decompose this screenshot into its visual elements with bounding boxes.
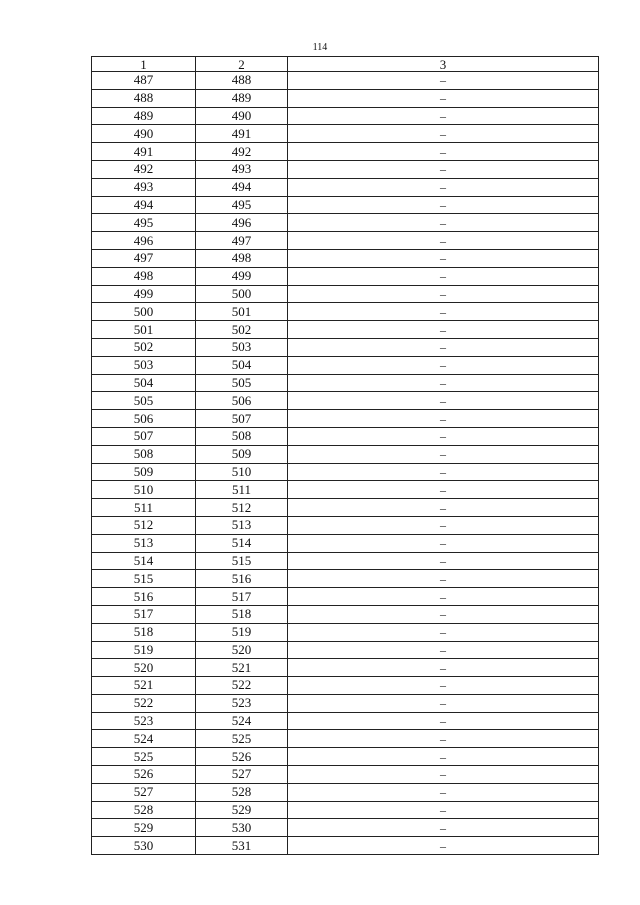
table-row [92, 748, 599, 766]
table-cell-col-3: – [288, 72, 599, 90]
table-cell-col-2: 530 [196, 819, 288, 837]
table-cell-col-2: 499 [196, 267, 288, 285]
table-cell-col-3: – [288, 570, 599, 588]
column-header-2: 2 [196, 57, 288, 72]
table-cell-col-2: 493 [196, 160, 288, 178]
table-cell-col-3: – [288, 125, 599, 143]
page-number: 114 [312, 42, 328, 53]
table-cell-col-1: 503 [92, 356, 196, 374]
table-cell-col-3: – [288, 178, 599, 196]
table-cell-col-2: 489 [196, 89, 288, 107]
table-row [92, 249, 599, 267]
table-cell-col-1: 523 [92, 712, 196, 730]
table-row [92, 801, 599, 819]
table-cell-col-3: – [288, 232, 599, 250]
table-row [92, 356, 599, 374]
table-cell-col-1: 506 [92, 410, 196, 428]
table-cell-col-3: – [288, 107, 599, 125]
table-cell-col-1: 515 [92, 570, 196, 588]
table-cell-col-1: 494 [92, 196, 196, 214]
table-cell-col-1: 488 [92, 89, 196, 107]
table-cell-col-1: 500 [92, 303, 196, 321]
table-row [92, 303, 599, 321]
table-cell-col-2: 507 [196, 410, 288, 428]
table-cell-col-3: – [288, 837, 599, 855]
table-cell-col-1: 501 [92, 321, 196, 339]
table-cell-col-2: 526 [196, 748, 288, 766]
table-row [92, 410, 599, 428]
data-table [91, 56, 599, 855]
table-cell-col-1: 517 [92, 605, 196, 623]
table-cell-col-3: – [288, 410, 599, 428]
table-cell-col-3: – [288, 748, 599, 766]
table-cell-col-1: 509 [92, 463, 196, 481]
table-cell-col-2: 519 [196, 623, 288, 641]
table-cell-col-3: – [288, 196, 599, 214]
table-cell-col-3: – [288, 338, 599, 356]
table-row [92, 481, 599, 499]
table-cell-col-3: – [288, 730, 599, 748]
table-cell-col-3: – [288, 321, 599, 339]
table-row [92, 321, 599, 339]
table-cell-col-3: – [288, 801, 599, 819]
table-cell-col-1: 521 [92, 677, 196, 695]
table-cell-col-2: 498 [196, 249, 288, 267]
table-cell-col-2: 527 [196, 766, 288, 784]
table-cell-col-2: 529 [196, 801, 288, 819]
table-row [92, 160, 599, 178]
table-cell-col-2: 513 [196, 516, 288, 534]
table-row [92, 623, 599, 641]
table-cell-col-1: 510 [92, 481, 196, 499]
table-row [92, 143, 599, 161]
table-cell-col-2: 514 [196, 534, 288, 552]
table-cell-col-1: 493 [92, 178, 196, 196]
table-cell-col-2: 495 [196, 196, 288, 214]
table-cell-col-2: 522 [196, 677, 288, 695]
table-cell-col-3: – [288, 356, 599, 374]
table-row [92, 107, 599, 125]
table-cell-col-1: 511 [92, 499, 196, 517]
table-cell-col-2: 509 [196, 445, 288, 463]
table-cell-col-3: – [288, 694, 599, 712]
table-cell-col-1: 492 [92, 160, 196, 178]
table-row [92, 196, 599, 214]
table-row [92, 730, 599, 748]
table-cell-col-1: 499 [92, 285, 196, 303]
table-row [92, 605, 599, 623]
table-cell-col-2: 512 [196, 499, 288, 517]
table-cell-col-3: – [288, 374, 599, 392]
table-cell-col-1: 530 [92, 837, 196, 855]
table-cell-col-2: 490 [196, 107, 288, 125]
table-cell-col-3: – [288, 445, 599, 463]
table-cell-col-3: – [288, 214, 599, 232]
column-header-1: 1 [92, 57, 196, 72]
table-cell-col-2: 531 [196, 837, 288, 855]
table-cell-col-1: 518 [92, 623, 196, 641]
table-cell-col-1: 527 [92, 783, 196, 801]
table-cell-col-2: 491 [196, 125, 288, 143]
table-cell-col-2: 524 [196, 712, 288, 730]
table-cell-col-1: 526 [92, 766, 196, 784]
table-cell-col-2: 528 [196, 783, 288, 801]
table-row [92, 125, 599, 143]
table-cell-col-1: 522 [92, 694, 196, 712]
table-cell-col-1: 489 [92, 107, 196, 125]
table-cell-col-1: 524 [92, 730, 196, 748]
table-cell-col-3: – [288, 783, 599, 801]
table-cell-col-3: – [288, 499, 599, 517]
table-row [92, 516, 599, 534]
table-cell-col-2: 518 [196, 605, 288, 623]
table-row [92, 178, 599, 196]
table-cell-col-3: – [288, 285, 599, 303]
table-cell-col-3: – [288, 819, 599, 837]
table-row [92, 427, 599, 445]
table-row [92, 552, 599, 570]
table-cell-col-3: – [288, 605, 599, 623]
table-cell-col-2: 503 [196, 338, 288, 356]
table-cell-col-2: 494 [196, 178, 288, 196]
table-row [92, 232, 599, 250]
table-cell-col-3: – [288, 659, 599, 677]
table-cell-col-1: 495 [92, 214, 196, 232]
table-cell-col-2: 521 [196, 659, 288, 677]
table-cell-col-2: 488 [196, 72, 288, 90]
table-row [92, 677, 599, 695]
table-row [92, 783, 599, 801]
table-row [92, 72, 599, 90]
table-cell-col-2: 516 [196, 570, 288, 588]
table-cell-col-3: – [288, 143, 599, 161]
table-cell-col-2: 508 [196, 427, 288, 445]
table-cell-col-2: 496 [196, 214, 288, 232]
table-body [92, 72, 599, 855]
table-cell-col-2: 502 [196, 321, 288, 339]
table-cell-col-3: – [288, 623, 599, 641]
table-cell-col-1: 491 [92, 143, 196, 161]
table-cell-col-1: 498 [92, 267, 196, 285]
table-cell-col-1: 497 [92, 249, 196, 267]
table-cell-col-1: 512 [92, 516, 196, 534]
table-cell-col-1: 514 [92, 552, 196, 570]
table-cell-col-1: 525 [92, 748, 196, 766]
table-cell-col-2: 511 [196, 481, 288, 499]
table-cell-col-2: 500 [196, 285, 288, 303]
table-row [92, 338, 599, 356]
table-cell-col-2: 510 [196, 463, 288, 481]
table-row [92, 214, 599, 232]
table-cell-col-3: – [288, 481, 599, 499]
table-cell-col-3: – [288, 463, 599, 481]
table-row [92, 588, 599, 606]
table-cell-col-2: 523 [196, 694, 288, 712]
table-row [92, 837, 599, 855]
table-cell-col-1: 496 [92, 232, 196, 250]
table-row [92, 534, 599, 552]
table-cell-col-2: 504 [196, 356, 288, 374]
table-row [92, 694, 599, 712]
table-cell-col-1: 505 [92, 392, 196, 410]
table-row [92, 499, 599, 517]
table-row [92, 392, 599, 410]
table-cell-col-1: 520 [92, 659, 196, 677]
table-cell-col-1: 516 [92, 588, 196, 606]
table-cell-col-1: 502 [92, 338, 196, 356]
table-cell-col-1: 519 [92, 641, 196, 659]
table-row [92, 819, 599, 837]
column-header-3: 3 [288, 57, 599, 72]
header-row [92, 57, 599, 72]
table-cell-col-2: 520 [196, 641, 288, 659]
table-cell-col-3: – [288, 712, 599, 730]
table-row [92, 285, 599, 303]
table-cell-col-3: – [288, 677, 599, 695]
table-cell-col-1: 528 [92, 801, 196, 819]
table-cell-col-2: 497 [196, 232, 288, 250]
table-cell-col-3: – [288, 588, 599, 606]
table-row [92, 374, 599, 392]
table-row [92, 463, 599, 481]
table-cell-col-3: – [288, 534, 599, 552]
table-cell-col-1: 504 [92, 374, 196, 392]
table-cell-col-2: 501 [196, 303, 288, 321]
table-cell-col-3: – [288, 427, 599, 445]
table-cell-col-2: 506 [196, 392, 288, 410]
table-cell-col-3: – [288, 392, 599, 410]
table-row [92, 659, 599, 677]
table-cell-col-3: – [288, 303, 599, 321]
table-row [92, 445, 599, 463]
table-cell-col-1: 487 [92, 72, 196, 90]
table-cell-col-2: 515 [196, 552, 288, 570]
table-cell-col-3: – [288, 267, 599, 285]
table-cell-col-3: – [288, 89, 599, 107]
table-cell-col-3: – [288, 249, 599, 267]
table-row [92, 267, 599, 285]
table-row [92, 766, 599, 784]
table-row [92, 712, 599, 730]
table-cell-col-3: – [288, 160, 599, 178]
table-cell-col-2: 525 [196, 730, 288, 748]
table-row [92, 570, 599, 588]
table-cell-col-1: 507 [92, 427, 196, 445]
table-cell-col-2: 492 [196, 143, 288, 161]
table-cell-col-3: – [288, 641, 599, 659]
table-cell-col-3: – [288, 552, 599, 570]
table-cell-col-1: 508 [92, 445, 196, 463]
table-row [92, 641, 599, 659]
table-cell-col-1: 529 [92, 819, 196, 837]
table-row [92, 89, 599, 107]
table-cell-col-1: 490 [92, 125, 196, 143]
table-cell-col-3: – [288, 766, 599, 784]
table-cell-col-1: 513 [92, 534, 196, 552]
table-cell-col-2: 517 [196, 588, 288, 606]
table-cell-col-2: 505 [196, 374, 288, 392]
table-cell-col-3: – [288, 516, 599, 534]
table-header [92, 57, 599, 72]
